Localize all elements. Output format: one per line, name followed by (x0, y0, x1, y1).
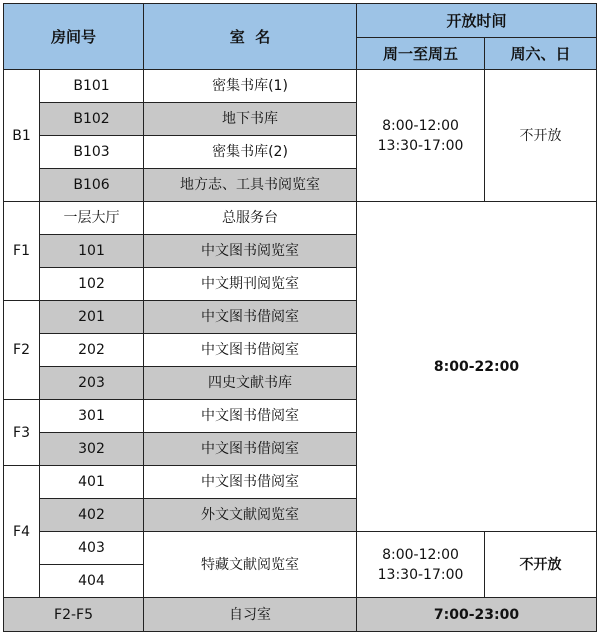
room-name: 中文图书借阅室 (144, 433, 357, 466)
study-room-name: 自习室 (144, 598, 357, 632)
b1-weekday-hours-afternoon: 13:30-17:00 (377, 137, 464, 154)
room-number: 403 (40, 532, 144, 565)
header-weekend: 周六、日 (485, 38, 597, 70)
room-name: 地下书库 (144, 103, 357, 136)
room-name: 中文图书阅览室 (144, 235, 357, 268)
floor-b1: B1 (4, 70, 40, 202)
opening-hours-table (3, 3, 597, 632)
special-weekend-hours: 不开放 (485, 532, 597, 598)
header-weekday: 周一至周五 (357, 38, 485, 70)
room-number: B103 (40, 136, 144, 169)
room-name: 外文文献阅览室 (144, 499, 357, 532)
study-room-hours: 7:00-23:00 (357, 598, 597, 632)
floor-f1: F1 (4, 202, 40, 301)
room-number: 一层大厅 (40, 202, 144, 235)
room-number: 404 (40, 565, 144, 598)
room-name: 中文图书借阅室 (144, 400, 357, 433)
header-open-time: 开放时间 (357, 4, 597, 38)
room-name: 四史文献书库 (144, 367, 357, 400)
room-number: 201 (40, 301, 144, 334)
special-weekday-hours-afternoon: 13:30-17:00 (377, 566, 464, 583)
b1-weekday-hours-morning: 8:00-12:00 (382, 117, 459, 134)
room-name: 中文图书借阅室 (144, 301, 357, 334)
room-number: 203 (40, 367, 144, 400)
room-number: B106 (40, 169, 144, 202)
room-name: 地方志、工具书阅览室 (144, 169, 357, 202)
room-number: 101 (40, 235, 144, 268)
room-name: 密集书库(2) (144, 136, 357, 169)
room-number: B102 (40, 103, 144, 136)
room-number: 402 (40, 499, 144, 532)
room-name: 密集书库(1) (144, 70, 357, 103)
room-name: 中文图书借阅室 (144, 466, 357, 499)
room-name: 中文期刊阅览室 (144, 268, 357, 301)
room-number: 301 (40, 400, 144, 433)
floor-f4: F4 (4, 466, 40, 598)
b1-weekend-hours: 不开放 (485, 70, 597, 202)
room-number: 302 (40, 433, 144, 466)
b1-weekday-hours (357, 70, 485, 202)
room-number: B101 (40, 70, 144, 103)
special-weekday-hours (357, 532, 485, 598)
header-room-name: 室 名 (144, 4, 357, 70)
header-room-no: 房间号 (4, 4, 144, 70)
room-name: 总服务台 (144, 202, 357, 235)
main-hours: 8:00-22:00 (357, 202, 597, 532)
room-number: 401 (40, 466, 144, 499)
floor-f3: F3 (4, 400, 40, 466)
floor-f2: F2 (4, 301, 40, 400)
room-number: 102 (40, 268, 144, 301)
room-name: 中文图书借阅室 (144, 334, 357, 367)
study-room-floor: F2-F5 (4, 598, 144, 632)
room-number: 202 (40, 334, 144, 367)
room-name: 特藏文献阅览室 (144, 532, 357, 598)
special-weekday-hours-morning: 8:00-12:00 (382, 546, 459, 563)
